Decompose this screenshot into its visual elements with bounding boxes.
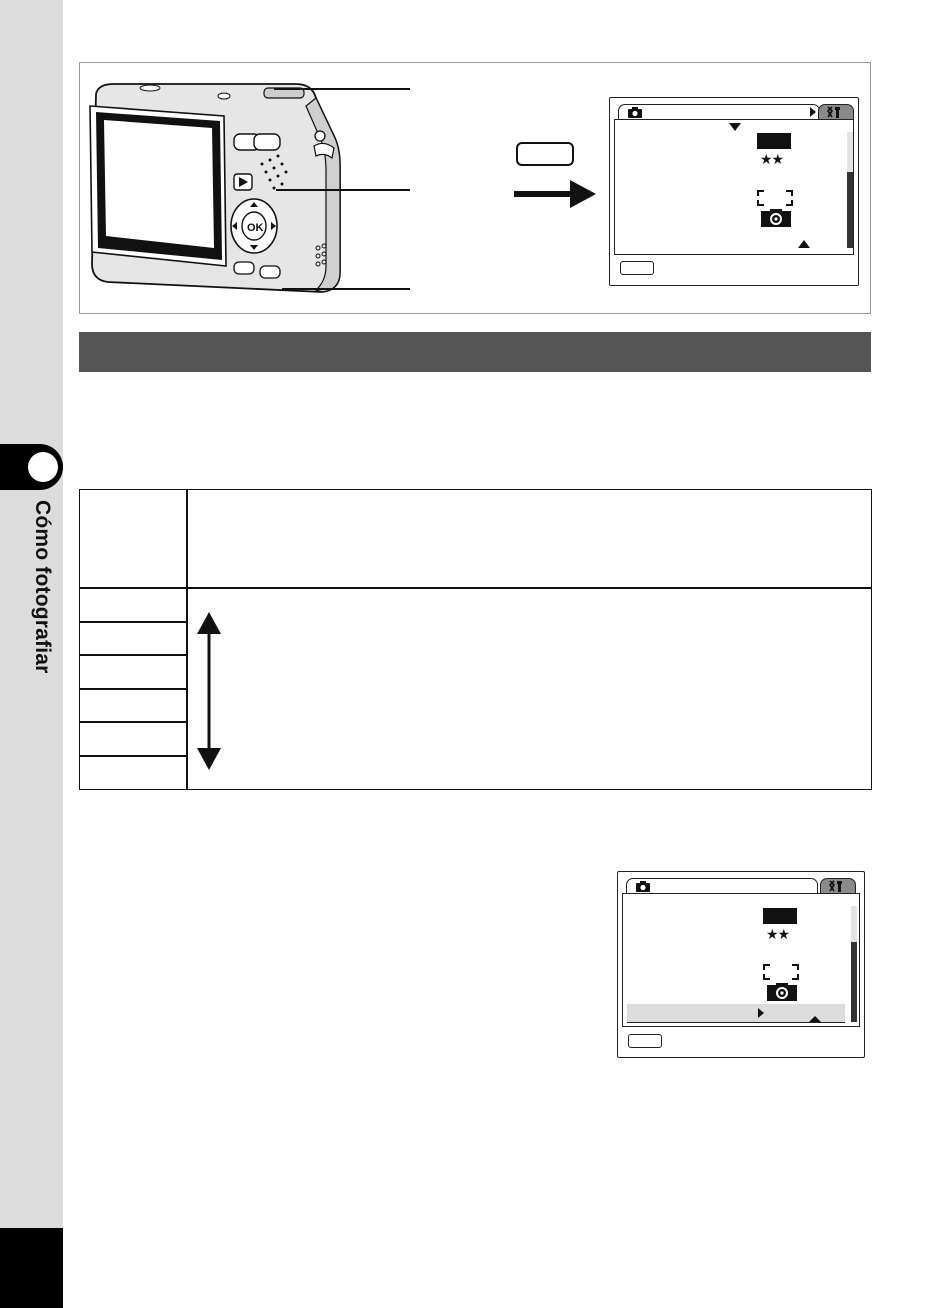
tab-right-arrow-icon	[809, 107, 817, 117]
scroll-down-icon	[729, 123, 741, 131]
double-arrow-icon	[196, 612, 222, 772]
row-right-arrow-icon	[757, 1008, 765, 1018]
scrollbar	[851, 906, 857, 1022]
menu-key-indicator	[628, 1034, 662, 1048]
metering-icon	[761, 209, 791, 227]
camera-icon	[627, 106, 643, 118]
scrollbar	[847, 132, 853, 248]
tab-setup	[820, 878, 856, 893]
quality-stars: ★★	[760, 152, 784, 168]
row-underline	[627, 1022, 845, 1023]
selected-value-box	[763, 908, 797, 924]
table-row-divider	[79, 721, 187, 723]
chapter-number-circle	[28, 452, 58, 482]
quality-stars: ★★	[766, 927, 790, 943]
lcd-capture-menu-bottom	[617, 871, 865, 1058]
section-heading-bar	[79, 332, 871, 372]
table-column-divider	[186, 489, 188, 790]
selected-value-box	[757, 133, 791, 149]
lcd-menu-body	[614, 119, 854, 255]
table-row-divider	[79, 654, 187, 656]
scroll-up-icon	[798, 240, 810, 248]
svg-text:OK: OK	[247, 222, 264, 234]
metering-icon	[767, 983, 797, 1001]
table-row-divider	[79, 755, 187, 757]
lcd-capture-menu-top	[609, 97, 859, 286]
right-arrow-icon	[514, 180, 596, 208]
tab-capture	[618, 104, 820, 119]
tab-setup	[818, 104, 854, 119]
table-row-divider	[79, 688, 187, 690]
callout-line-shutter	[274, 88, 410, 90]
camera-icon	[635, 880, 651, 892]
chapter-label: Cómo fotografiar	[31, 500, 54, 674]
focus-frame-icon	[763, 964, 799, 980]
table-row-divider	[79, 621, 187, 623]
wrench-icon	[828, 880, 846, 892]
focus-frame-icon	[757, 190, 793, 206]
menu-button-graphic	[516, 142, 574, 166]
wrench-icon	[826, 106, 844, 118]
tab-capture	[626, 878, 818, 893]
callout-line-menu	[282, 288, 410, 290]
lcd-menu-body	[622, 893, 860, 1027]
page-number-block	[0, 1228, 63, 1308]
callout-line-controller	[276, 189, 410, 191]
highlighted-menu-row	[627, 1004, 845, 1022]
menu-key-indicator	[620, 261, 654, 275]
table-header-divider	[79, 587, 872, 589]
